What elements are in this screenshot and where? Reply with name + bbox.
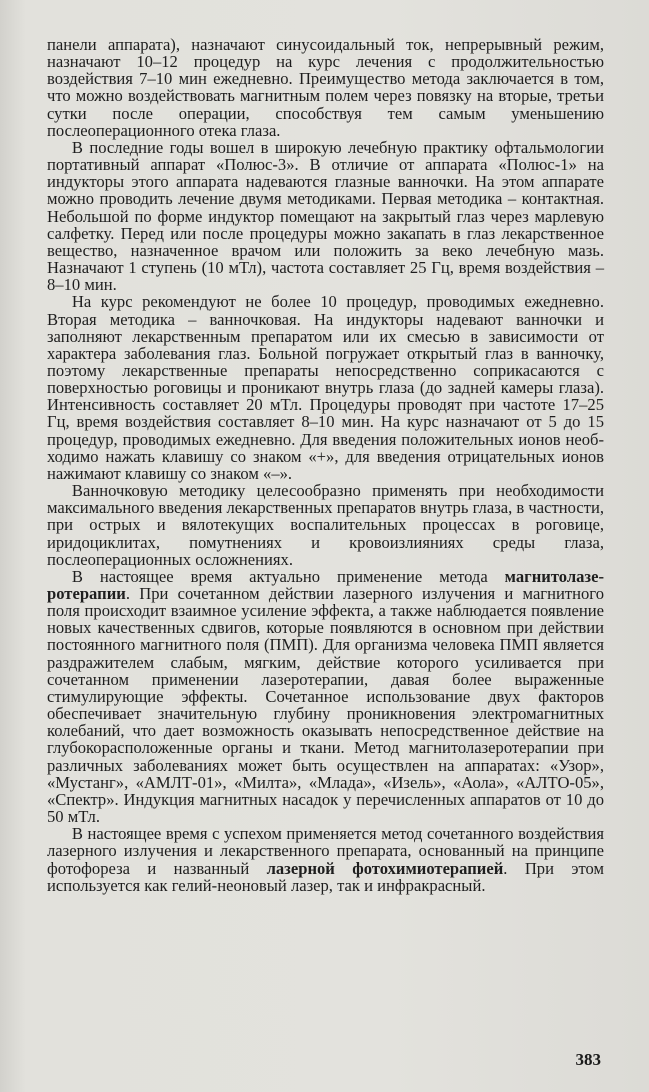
paragraph-1-text: панели аппарата), назначают синусоидальный ток, непрерывный режим, назначают 10–12 процедур на курс лечения с продолжительностью воздействия 7–10 мин ежедневно. Преимущество метода заключается в том, что можно воздействовать магнитным полем через повязку на вторые, третьи сутки после операции, способствуя тем самым уменьшению послеоперационного отека глаза.	[47, 35, 604, 140]
term-magnetolaser-therapy: магнитолазеротерапии	[47, 566, 604, 603]
paragraph-2-text: В последние годы вошел в широкую лечебную практику офтальмологии портативный аппарат «Полюс-3». В отличие от аппарата «Полюс-1» на индукторы этого аппарата надеваются глазные ванночки. На этом аппарате можно проводить лечение двумя методиками. Первая методика – контактная. Небольшой по форме индуктор помещают на закрытый глаз через марлевую салфетку. Перед или после процедуры можно закапать в глаз лекарственное вещество, назначенное врачом или положить за веко лечебную мазь. Назначают 1 ступень (10 мТл), частота составляет 25 Гц, время воздействия – 8–10 мин.	[47, 137, 604, 295]
paragraph-2	[47, 139, 604, 293]
paragraph-5-text-b: . При сочетанном действии лазерного излучения и магнитного поля происходит взаимное усиление эффекта, а также наблюдается появление новых качественных сдвигов, которые появляются в основном при действии постоянного магнитного поля (ПМП). Для организма человека ПМП является раздражителем слабым, мягким, действие которого усиливается при сочетанном применении лазеротерапии, давая более выраженные стимулирующие эффекты. Сочетанное использование двух факторов обеспечивает значительную глубину проникновения электромагнитных колебаний, что дает возможность оказывать непосредственное действие на глубокорасположенные органы и ткани. Метод магнитолазеротерапии при различных заболеваниях может быть осуществлен на аппаратах: «Узор», «Мустанг», «АМЛТ-01», «Милта», «Млада», «Изель», «Аола», «АЛТО-05», «Спектр». Индукция магнитных насадок у перечисленных аппаратов от 10 до 50 мТл.	[47, 584, 604, 827]
paragraph-3	[47, 293, 604, 482]
term-laser-photochemotherapy: лазерной фотохимиотерапией	[266, 858, 504, 878]
paragraph-6-text-b: . При этом используется как гелий-неоновый лазер, так и инфракрасный.	[47, 858, 604, 895]
paragraph-6-text-a: В настоящее время с успехом применяется метод сочетанного воздействия лазерного излучения и лекарственного препарата, основанный на принципе фотофореза и названный	[47, 824, 604, 878]
paragraph-5	[47, 568, 604, 825]
paragraph-3-text: На курс рекомендуют не более 10 процедур, проводимых ежедневно. Вторая методика – ванночковая. На индукторы надевают ванночки и заполняют лекарственным препаратом или их смесью в зависимости от характера заболевания глаз. Больной погружает открытый глаз в ванночку, поэтому лекарственные препараты непосредственно соприкасаются с поверхностью роговицы и проникают внутрь глаза (до задней камеры глаза). Интенсивность составляет 20 мТл. Процедуры проводят при частоте 17–25 Гц, время воздействия составляет 8–10 мин. На курс назначают от 5 до 15 процедур, проводимых ежедневно. Для введения положительных ионов необходимо нажать клавишу со знаком «+», для введения отрицательных ионов нажимают клавишу со знаком «–».	[47, 292, 604, 483]
paragraph-4	[47, 482, 604, 568]
paragraph-4-text: Ванночковую методику целесообразно применять при необходимости максимального введения лекарственных препаратов внутрь глаза, в частности, при острых и вялотекущих воспалительных процессах в роговице, иридоциклитах, помутнениях и кровоизлияниях среды глаза, послеоперационных осложнениях.	[47, 481, 604, 569]
paragraph-5-text-a: В настоящее время актуально применение метода	[71, 566, 505, 586]
page-number: 383	[575, 1050, 601, 1069]
paragraph-6	[47, 825, 604, 894]
paragraph-1	[47, 36, 604, 139]
page-body-text	[47, 36, 604, 894]
